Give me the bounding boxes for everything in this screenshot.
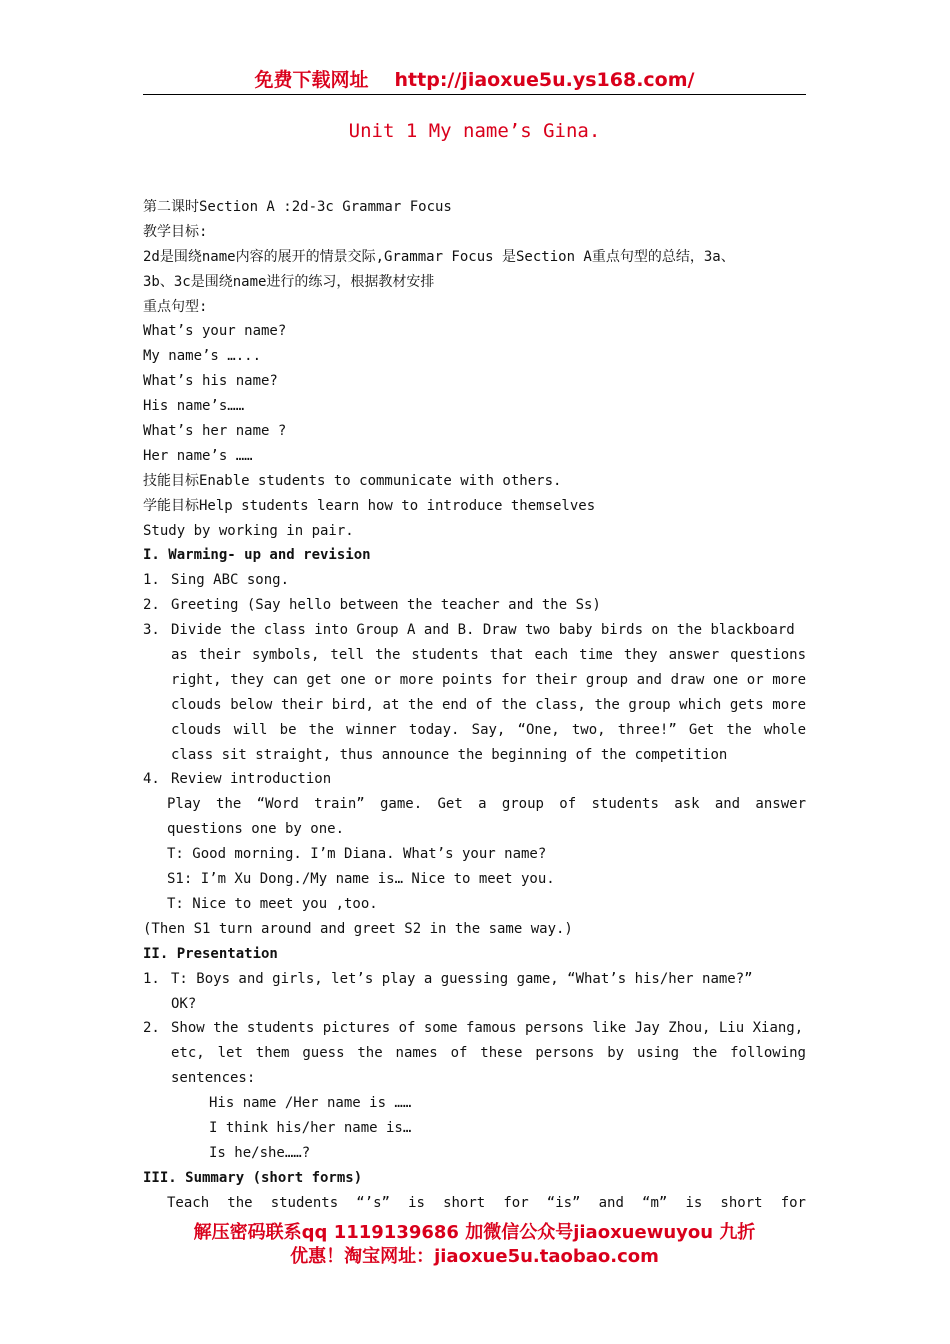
dialog-line: T: Nice to meet you ,too.	[167, 895, 378, 912]
summary-line: Teach the students “’s” is short for “is” and “m” is short for	[167, 1194, 806, 1211]
header-rule	[143, 94, 806, 95]
presentation-item-2: 2. Show the students pictures of some famous persons like Jay Zhou, Liu Xiang,	[143, 1020, 804, 1037]
key-sentence: What’s his name?	[143, 373, 278, 390]
warming-heading: I. Warming- up and revision	[143, 547, 371, 564]
key-sentence: My name’s …...	[143, 348, 262, 365]
skill-goal: 技能目标Enable students to communicate with others.	[143, 472, 562, 489]
summary-heading: III. Summary (short forms)	[143, 1169, 363, 1186]
presentation-item-1-line: T: Boys and girls, let’s play a guessing game, “What’s his/her name?”	[171, 970, 753, 987]
key-sentence: What’s her name ?	[143, 423, 287, 440]
presentation-item-1: 1. T: Boys and girls, let’s play a guessing game, “What’s his/her name?”	[143, 970, 753, 987]
warming-item-1-text: Sing ABC song.	[171, 572, 290, 589]
warming-item-3-line: Divide the class into Group A and B. Draw two baby birds on the blackboard	[171, 622, 795, 639]
warming-item-1: 1. Sing ABC song.	[143, 572, 290, 589]
download-header	[143, 65, 806, 92]
presentation-item-2-line: sentences:	[171, 1070, 256, 1087]
download-url-link[interactable]: http://jiaoxue5u.ys168.com/	[394, 69, 695, 91]
warming-item-4-line: questions one by one.	[167, 821, 345, 838]
key-sentence: Her name’s ……	[143, 447, 253, 464]
lesson-body	[143, 195, 806, 1216]
example-sentence: I think his/her name is…	[209, 1119, 412, 1136]
section-line: 第二课时Section A :2d-3c Grammar Focus	[143, 199, 452, 215]
example-sentence: Is he/she……?	[209, 1144, 311, 1161]
example-sentence: His name /Her name is ……	[209, 1095, 412, 1112]
warming-item-3-line: clouds below their bird, at the end of the class, the group which gets more	[171, 696, 806, 713]
warming-item-3-line: as their symbols, tell the students that each time they answer questions	[171, 647, 806, 664]
study-line: Study by working in pair.	[143, 522, 354, 539]
presentation-item-2-line: etc, let them guess the names of these persons by using the following	[171, 1045, 806, 1062]
key-sentences-label: 重点句型:	[143, 298, 208, 315]
warming-item-4-line: Play the “Word train” game. Get a group of students ask and answer	[167, 796, 806, 813]
dialog-line: S1: I’m Xu Dong./My name is… Nice to meet you.	[167, 871, 555, 888]
download-label: 免费下载网址	[254, 69, 369, 91]
goals-line-2: 3b、3c是围绕name进行的练习，根据教材安排	[143, 273, 435, 290]
key-sentence: His name’s……	[143, 398, 245, 415]
warming-item-3-line: class sit straight, thus announce the beginning of the competition	[171, 746, 728, 763]
warming-item-3-line: right, they can get one or more points for their group and draw one or more	[171, 671, 806, 688]
warming-item-3-line: clouds will be the winner today. Say, “One, two, three!” Get the whole	[171, 721, 806, 738]
dialog-line: T: Good morning. I’m Diana. What’s your name?	[167, 846, 547, 863]
warming-item-2: 2. Greeting (Say hello between the teacher and the Ss)	[143, 597, 601, 614]
warming-item-4-text: Review introduction	[171, 771, 332, 788]
learning-goal: 学能目标Help students learn how to introduce themselves	[143, 497, 596, 514]
presentation-heading: II. Presentation	[143, 945, 278, 962]
footer-line-2: 优惠！淘宝网址：jiaoxue5u.taobao.com	[290, 1246, 659, 1267]
warming-item-3: 3. Divide the class into Group A and B. Draw two baby birds on the blackboard	[143, 622, 795, 639]
goals-label: 教学目标:	[143, 223, 208, 240]
page-title: Unit 1 My name’s Gina.	[348, 120, 601, 142]
presentation-item-1-line: OK?	[171, 995, 197, 1012]
goals-line-1: 2d是围绕name内容的展开的情景交际,Grammar Focus 是Section A重点句型的总结，3a、	[143, 248, 735, 265]
warming-item-4: 4. Review introduction	[143, 771, 332, 788]
warming-note: (Then S1 turn around and greet S2 in the same way.)	[143, 920, 573, 937]
key-sentence: What’s your name?	[143, 323, 287, 340]
footer-line-1: 解压密码联系qq 1119139686 加微信公众号jiaoxuewuyou 九折	[193, 1222, 756, 1243]
warming-item-2-text: Greeting (Say hello between the teacher and the Ss)	[171, 597, 601, 614]
presentation-item-2-line: Show the students pictures of some famous persons like Jay Zhou, Liu Xiang,	[171, 1020, 804, 1037]
